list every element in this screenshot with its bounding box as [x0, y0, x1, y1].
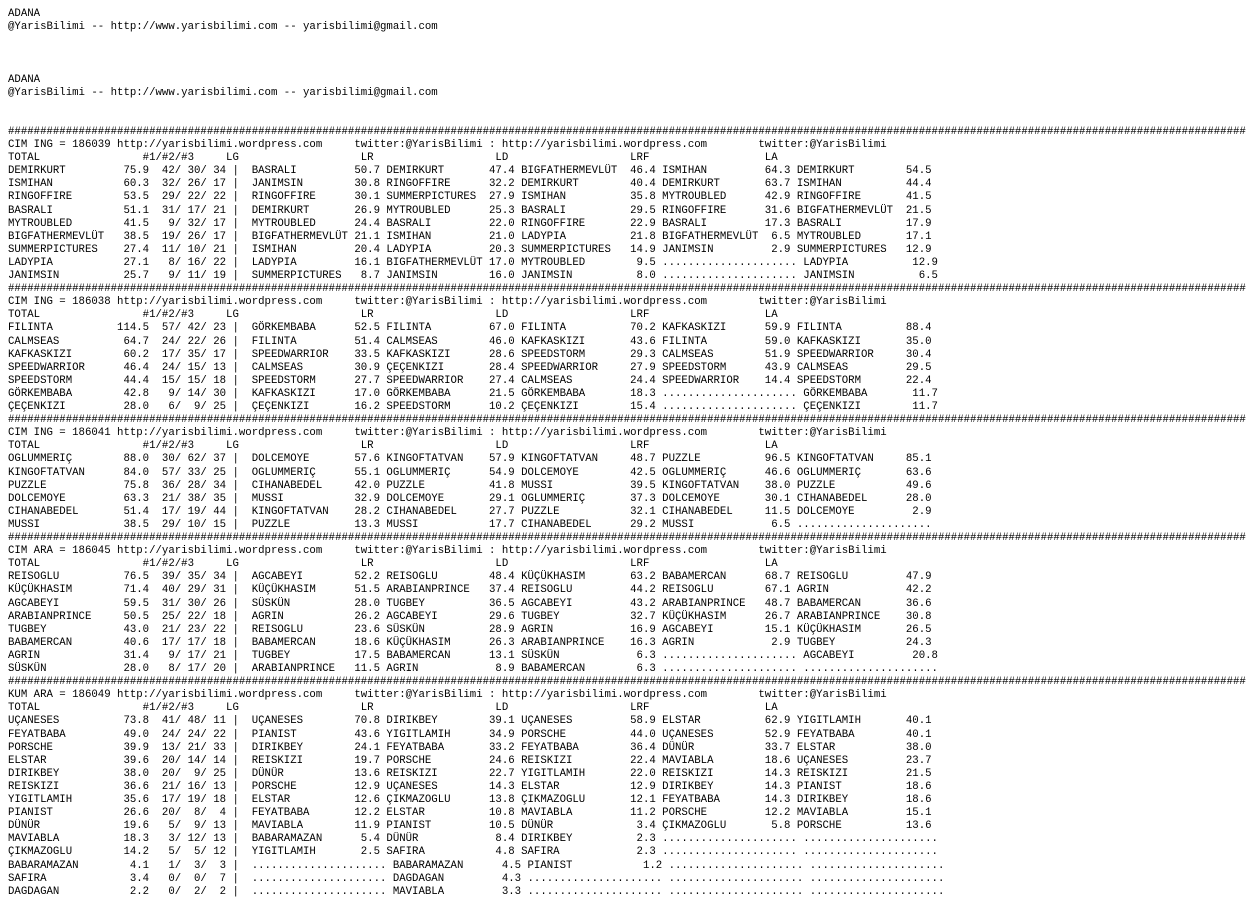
- text-line: SPEEDSTORM 44.4 15/ 15/ 18 | SPEEDSTORM 27.7 SPEEDWARRIOR 27.4 CALMSEAS 24.4 SPEEDWARRIOR 14.4 SPEEDSTORM 22.4: [8, 374, 932, 387]
- text-line: ÇEÇENKIZI 28.0 6/ 9/ 25 | ÇEÇENKIZI 16.2 SPEEDSTORM 10.2 ÇEÇENKIZI 15.4 ..................... ÇEÇENKIZI 11.7: [8, 401, 938, 413]
- separator-line: #################################################################################################################################################################################################: [8, 283, 1246, 296]
- text-line: REISOGLU 76.5 39/ 35/ 34 | AGCABEYI 52.2 REISOGLU 48.4 KÜÇÜKHASIM 63.2 BABAMERCAN 68.7 REISOGLU 47.9: [8, 571, 932, 584]
- text-line: DAGDAGAN 2.2 0/ 2/ 2 | ..................... MAVIABLA 3.3 ..................... ..................... .....................: [8, 885, 945, 898]
- text-line: CIM ING = 186038 http://yarisbilimi.wordpress.com twitter:@YarisBilimi : http://yarisbilimi.wordpress.com twitter:@YarisBilimi: [8, 296, 887, 309]
- text-line: ARABIANPRINCE 50.5 25/ 22/ 18 | AGRIN 26.2 AGCABEYI 29.6 TUGBEY 32.7 KÜÇÜKHASIM 26.7 ARABIANPRINCE 30.8: [8, 610, 932, 623]
- text-line: MYTROUBLED 41.5 9/ 32/ 17 | MYTROUBLED 24.4 BASRALI 22.0 RINGOFFIRE 22.9 BASRALI 17.3 BASRALI 17.9: [8, 217, 932, 230]
- text-line: AGCABEYI 59.5 31/ 30/ 26 | SÜSKÜN 28.0 TUGBEY 36.5 AGCABEYI 43.2 ARABIANPRINCE 48.7 BABAMERCAN 36.6: [8, 597, 932, 610]
- separator-line: #################################################################################################################################################################################################: [8, 414, 1246, 427]
- text-line: CALMSEAS 64.7 24/ 22/ 26 | FILINTA 51.4 CALMSEAS 46.0 KAFKASKIZI 43.6 FILINTA 59.0 KAFKASKIZI 35.0: [8, 335, 932, 348]
- text-line: MUSSI 38.5 29/ 10/ 15 | PUZZLE 13.3 MUSSI 17.7 CIHANABEDEL 29.2 MUSSI 6.5 .....................: [8, 518, 932, 531]
- text-line: ELSTAR 39.6 20/ 14/ 14 | REISKIZI 19.7 PORSCHE 24.6 REISKIZI 22.4 MAVIABLA 18.6 UÇANESES 23.7: [8, 754, 932, 767]
- text-line: TOTAL #1/#2/#3 LG LR LD LRF LA: [8, 440, 778, 453]
- text-line: SUMMERPICTURES 27.4 11/ 10/ 21 | ISMIHAN 20.4 LADYPIA 20.3 SUMMERPICTURES 14.9 JANIMSIN 2.9 SUMMERPICTURES 12.9: [8, 243, 932, 256]
- text-line: DIRIKBEY 38.0 20/ 9/ 25 | DÜNÜR 13.6 REISKIZI 22.7 YIGITLAMIH 22.0 REISKIZI 14.3 REISKIZI 21.5: [8, 767, 932, 780]
- text-line: DOLCEMOYE 63.3 21/ 38/ 35 | MUSSI 32.9 DOLCEMOYE 29.1 OGLUMMERIÇ 37.3 DOLCEMOYE 30.1 CIHANABEDEL 28.0: [8, 492, 932, 505]
- text-line: @YarisBilimi -- http://www.yarisbilimi.com -- yarisbilimi@gmail.com: [8, 86, 438, 99]
- text-line: JANIMSIN 25.7 9/ 11/ 19 | SUMMERPICTURES 8.7 JANIMSIN 16.0 JANIMSIN 8.0 ..................... JANIMSIN 6.5: [8, 270, 938, 282]
- text-line: RINGOFFIRE 53.5 29/ 22/ 22 | RINGOFFIRE 30.1 SUMMERPICTURES 27.9 ISMIHAN 35.8 MYTROUBLED 42.9 RINGOFFIRE 41.5: [8, 191, 932, 204]
- text-line: PUZZLE 75.8 36/ 28/ 34 | CIHANABEDEL 42.0 PUZZLE 41.8 MUSSI 39.5 KINGOFTATVAN 38.0 PUZZLE 49.6: [8, 479, 932, 492]
- text-line: YIGITLAMIH 35.6 17/ 19/ 18 | ELSTAR 12.6 ÇIKMAZOGLU 13.8 ÇIKMAZOGLU 12.1 FEYATBABA 14.3 DIRIKBEY 18.6: [8, 794, 932, 806]
- text-line: TUGBEY 43.0 21/ 23/ 22 | REISOGLU 23.6 SÜSKÜN 28.9 AGRIN 16.9 AGCABEYI 15.1 KÜÇÜKHASIM 26.5: [8, 623, 932, 636]
- text-line: KAFKASKIZI 60.2 17/ 35/ 17 | SPEEDWARRIOR 33.5 KAFKASKIZI 28.6 SPEEDSTORM 29.3 CALMSEAS 51.9 SPEEDWARRIOR 30.4: [8, 348, 932, 361]
- text-line: PORSCHE 39.9 13/ 21/ 33 | DIRIKBEY 24.1 FEYATBABA 33.2 FEYATBABA 36.4 DÜNÜR 33.7 ELSTAR 38.0: [8, 741, 932, 754]
- text-line: ADANA: [8, 73, 41, 86]
- separator-line: #################################################################################################################################################################################################: [8, 676, 1246, 689]
- text-line: SÜSKÜN 28.0 8/ 17/ 20 | ARABIANPRINCE 11.5 AGRIN 8.9 BABAMERCAN 6.3 ..................... .....................: [8, 663, 938, 675]
- text-line: TOTAL #1/#2/#3 LG LR LD LRF LA: [8, 558, 778, 571]
- text-line: CIM ING = 186041 http://yarisbilimi.wordpress.com twitter:@YarisBilimi : http://yarisbilimi.wordpress.com twitter:@YarisBilimi: [8, 427, 887, 440]
- text-line: SAFIRA 3.4 0/ 0/ 7 | ..................... DAGDAGAN 4.3 ..................... ..................... .....................: [8, 872, 945, 885]
- text-line: KUM ARA = 186049 http://yarisbilimi.wordpress.com twitter:@YarisBilimi : http://yarisbilimi.wordpress.com twitter:@YarisBilimi: [8, 689, 887, 702]
- text-line: CIHANABEDEL 51.4 17/ 19/ 44 | KINGOFTATVAN 28.2 CIHANABEDEL 27.7 PUZZLE 32.1 CIHANABEDEL 11.5 DOLCEMOYE 2.9: [8, 505, 932, 518]
- text-line: UÇANESES 73.8 41/ 48/ 11 | UÇANESES 70.8 DIRIKBEY 39.1 UÇANESES 58.9 ELSTAR 62.9 YIGITLAMIH 40.1: [8, 715, 932, 728]
- text-line: CIM ING = 186039 http://yarisbilimi.wordpress.com twitter:@YarisBilimi : http://yarisbilimi.wordpress.com twitter:@YarisBilimi: [8, 139, 887, 151]
- text-line: FEYATBABA 49.0 24/ 24/ 22 | PIANIST 43.6 YIGITLAMIH 34.9 PORSCHE 44.0 UÇANESES 52.9 FEYATBABA 40.1: [8, 728, 932, 741]
- separator-line: #################################################################################################################################################################################################: [8, 532, 1246, 544]
- text-line: OGLUMMERIÇ 88.0 30/ 62/ 37 | DOLCEMOYE 57.6 KINGOFTATVAN 57.9 KINGOFTATVAN 48.7 PUZZLE 96.5 KINGOFTATVAN 85.1: [8, 453, 932, 466]
- text-line: MAVIABLA 18.3 3/ 12/ 13 | BABARAMAZAN 5.4 DÜNÜR 8.4 DIRIKBEY 2.3 ..................... .....................: [8, 833, 938, 846]
- text-line: AGRIN 31.4 9/ 17/ 21 | TUGBEY 17.5 BABAMERCAN 13.1 SÜSKÜN 6.3 ..................... AGCABEYI 20.8: [8, 649, 938, 662]
- text-line: PIANIST 26.6 20/ 8/ 4 | FEYATBABA 12.2 ELSTAR 10.8 MAVIABLA 11.2 PORSCHE 12.2 MAVIABLA 15.1: [8, 807, 932, 820]
- text-line: CIM ARA = 186045 http://yarisbilimi.wordpress.com twitter:@YarisBilimi : http://yarisbilimi.wordpress.com twitter:@YarisBilimi: [8, 545, 887, 558]
- text-line: ADANA: [8, 8, 41, 20]
- text-line: KÜÇÜKHASIM 71.4 40/ 29/ 31 | KÜÇÜKHASIM 51.5 ARABIANPRINCE 37.4 REISOGLU 44.2 REISOGLU 67.1 AGRIN 42.2: [8, 584, 932, 597]
- text-line: DEMIRKURT 75.9 42/ 30/ 34 | BASRALI 50.7 DEMIRKURT 47.4 BIGFATHERMEVLÜT 46.4 ISMIHAN 64.3 DEMIRKURT 54.5: [8, 165, 932, 178]
- text-line: LADYPIA 27.1 8/ 16/ 22 | LADYPIA 16.1 BIGFATHERMEVLÜT 17.0 MYTROUBLED 9.5 ..................... LADYPIA 12.9: [8, 256, 938, 269]
- text-line: BABAMERCAN 40.6 17/ 17/ 18 | BABAMERCAN 18.6 KÜÇÜKHASIM 26.3 ARABIANPRINCE 16.3 AGRIN 2.9 TUGBEY 24.3: [8, 636, 932, 649]
- text-line: TOTAL #1/#2/#3 LG LR LD LRF LA: [8, 152, 778, 165]
- text-line: REISKIZI 36.6 21/ 16/ 13 | PORSCHE 12.9 UÇANESES 14.3 ELSTAR 12.9 DIRIKBEY 14.3 PIANIST 18.6: [8, 780, 932, 793]
- text-line: KINGOFTATVAN 84.0 57/ 33/ 25 | OGLUMMERIÇ 55.1 OGLUMMERIÇ 54.9 DOLCEMOYE 42.5 OGLUMMERIÇ 46.6 OGLUMMERIÇ 63.6: [8, 466, 932, 479]
- text-line: FILINTA 114.5 57/ 42/ 23 | GÖRKEMBABA 52.5 FILINTA 67.0 FILINTA 70.2 KAFKASKIZI 59.9 FILINTA 88.4: [8, 322, 932, 335]
- text-line: DÜNÜR 19.6 5/ 9/ 13 | MAVIABLA 11.9 PIANIST 10.5 DÜNÜR 3.4 ÇIKMAZOGLU 5.8 PORSCHE 13.6: [8, 820, 932, 833]
- text-line: BIGFATHERMEVLÜT 38.5 19/ 26/ 17 | BIGFATHERMEVLÜT 21.1 ISMIHAN 21.0 LADYPIA 21.8 BIGFATHERMEVLÜT 6.5 MYTROUBLED 17.1: [8, 230, 932, 243]
- text-line: @YarisBilimi -- http://www.yarisbilimi.com -- yarisbilimi@gmail.com: [8, 21, 438, 34]
- text-line: TOTAL #1/#2/#3 LG LR LD LRF LA: [8, 309, 778, 322]
- text-line: ÇIKMAZOGLU 14.2 5/ 5/ 12 | YIGITLAMIH 2.5 SAFIRA 4.8 SAFIRA 2.3 ..................... .....................: [8, 846, 938, 859]
- text-line: BASRALI 51.1 31/ 17/ 21 | DEMIRKURT 26.9 MYTROUBLED 25.3 BASRALI 29.5 RINGOFFIRE 31.6 BIGFATHERMEVLÜT 21.5: [8, 204, 932, 217]
- text-line: GÖRKEMBABA 42.8 9/ 14/ 30 | KAFKASKIZI 17.0 GÖRKEMBABA 21.5 GÖRKEMBABA 18.3 ..................... GÖRKEMBABA 11.7: [8, 387, 938, 400]
- text-line: SPEEDWARRIOR 46.4 24/ 15/ 13 | CALMSEAS 30.9 ÇEÇENKIZI 28.4 SPEEDWARRIOR 27.9 SPEEDSTORM 43.9 CALMSEAS 29.5: [8, 361, 932, 374]
- text-line: ISMIHAN 60.3 32/ 26/ 17 | JANIMSIN 30.8 RINGOFFIRE 32.2 DEMIRKURT 40.4 DEMIRKURT 63.7 ISMIHAN 44.4: [8, 178, 932, 191]
- text-line: BABARAMAZAN 4.1 1/ 3/ 3 | ..................... BABARAMAZAN 4.5 PIANIST 1.2 ..................... .....................: [8, 859, 945, 872]
- text-line: TOTAL #1/#2/#3 LG LR LD LRF LA: [8, 702, 778, 715]
- separator-line: #################################################################################################################################################################################################: [8, 125, 1246, 138]
